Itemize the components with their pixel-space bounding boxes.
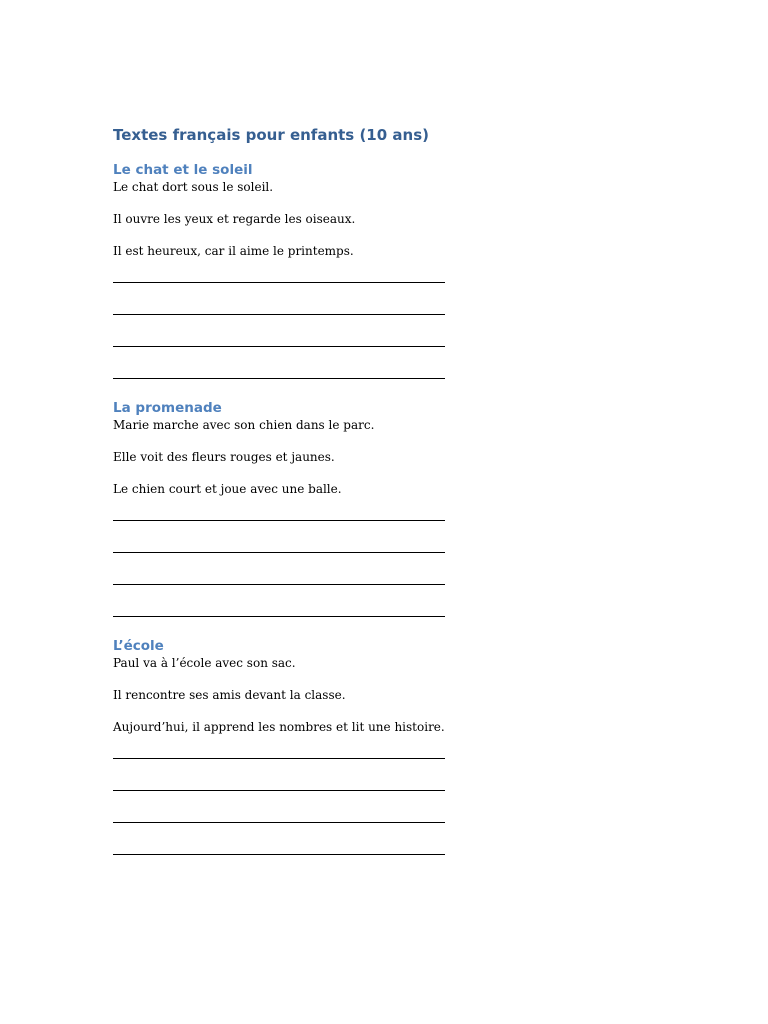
writing-line <box>113 314 445 315</box>
section-ecole <box>113 637 445 855</box>
document-page <box>113 124 445 855</box>
writing-line <box>113 758 445 759</box>
writing-lines <box>113 282 445 379</box>
writing-line <box>113 552 445 553</box>
section-heading: La promenade <box>113 400 222 416</box>
paragraph: Il ouvre les yeux et regarde les oiseaux. <box>113 212 356 226</box>
writing-line <box>113 790 445 791</box>
writing-line <box>113 854 445 855</box>
paragraph: Aujourd’hui, il apprend les nombres et lit une histoire. <box>113 720 445 734</box>
writing-lines <box>113 520 445 617</box>
section-heading: Le chat et le soleil <box>113 162 253 178</box>
paragraph: Paul va à l’école avec son sac. <box>113 656 296 670</box>
writing-line <box>113 822 445 823</box>
writing-line <box>113 282 445 283</box>
writing-line <box>113 616 445 617</box>
writing-line <box>113 378 445 379</box>
writing-line <box>113 584 445 585</box>
paragraph: Le chat dort sous le soleil. <box>113 180 274 194</box>
section-promenade <box>113 399 445 617</box>
section-heading: L’école <box>113 638 164 654</box>
paragraph: Le chien court et joue avec une balle. <box>113 482 342 496</box>
paragraph: Il est heureux, car il aime le printemps. <box>113 244 354 258</box>
paragraph: Elle voit des fleurs rouges et jaunes. <box>113 450 335 464</box>
paragraph: Il rencontre ses amis devant la classe. <box>113 688 346 702</box>
paragraph: Marie marche avec son chien dans le parc. <box>113 418 375 432</box>
writing-line <box>113 346 445 347</box>
writing-line <box>113 520 445 521</box>
section-chat-soleil <box>113 161 445 379</box>
writing-lines <box>113 758 445 855</box>
document-title: Textes français pour enfants (10 ans) <box>113 126 429 144</box>
